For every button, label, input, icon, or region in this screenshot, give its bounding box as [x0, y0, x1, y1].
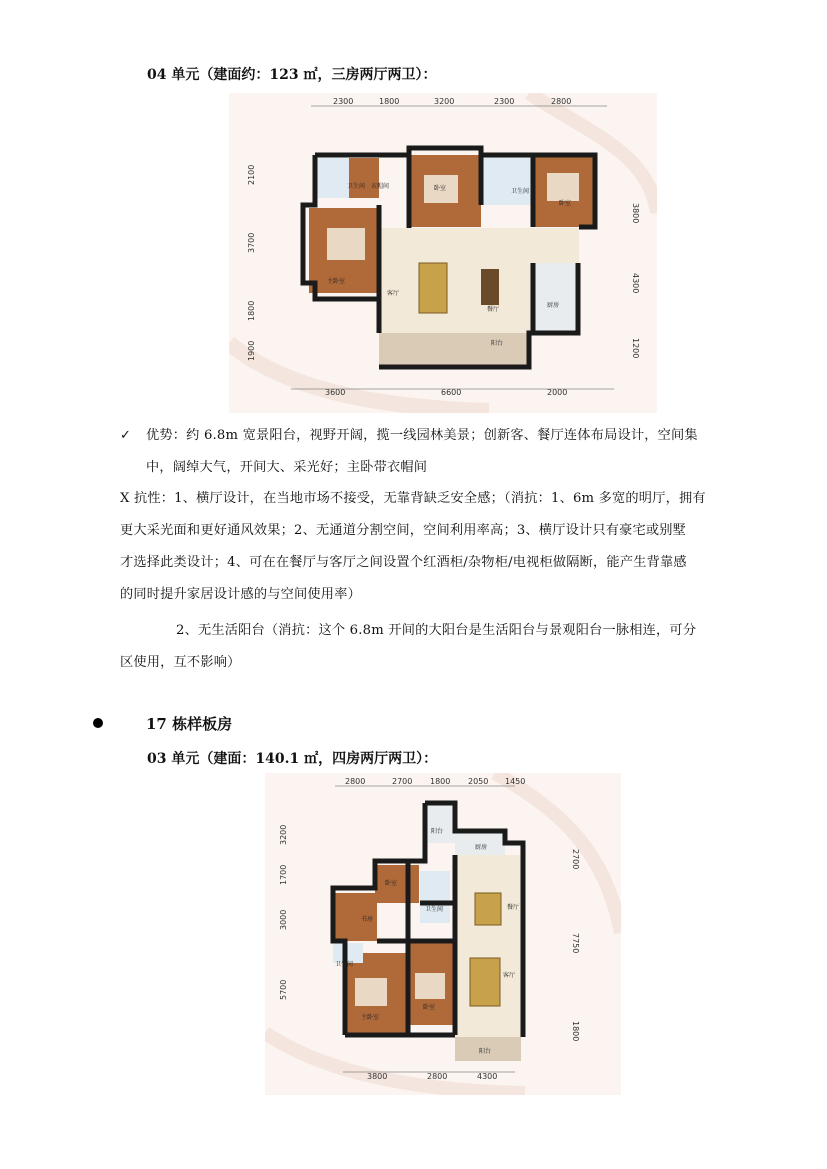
dim-bottom-1: 3600: [325, 388, 346, 397]
room-balcony: 阳台: [491, 340, 504, 347]
dim-top-4: 2300: [494, 97, 515, 106]
unit-04-title: 04 单元（建面约：123 ㎡，三房两厅两卫）：: [147, 67, 437, 83]
floor-plan-03-drawing: [265, 773, 621, 1095]
dim2-left-3: 3000: [279, 909, 288, 930]
resist-line-1: X 抗性：1、横厅设计，在当地市场不接受，无靠背缺乏安全感；（消抗：1、6m 多宽的明厅，拥有: [120, 491, 706, 506]
dim2-right-1: 2700: [571, 849, 580, 870]
advantage-line-1: 优势：约 6.8m 宽景阳台，视野开阔，揽一线园林美景；创新客、餐厅连体布局设计，空间集: [146, 428, 698, 443]
dim2-top-4: 2050: [468, 777, 489, 786]
resist-line-4: 的同时提升家居设计感的与空间使用率）: [120, 587, 361, 602]
room2-dining: 餐厅: [507, 904, 520, 911]
dim-left-3: 1800: [247, 300, 256, 321]
room-bath2: 卫生间: [511, 188, 530, 195]
room2-yangtai: 阳台: [431, 828, 444, 835]
room2-study: 书房: [361, 916, 374, 923]
advantage-check-icon: ✓: [120, 428, 132, 443]
dim-right-3: 1200: [631, 338, 640, 359]
dim-top-2: 1800: [379, 97, 400, 106]
dim-top-1: 2300: [333, 97, 354, 106]
bullet-icon: [93, 718, 103, 728]
resist2-line-2: 区使用，互不影响）: [120, 655, 241, 670]
dim-right-1: 3800: [631, 203, 640, 224]
dim-left-1: 2100: [247, 164, 256, 185]
dim2-right-2: 7750: [571, 933, 580, 954]
room2-master-bath: 卫生间: [335, 961, 354, 968]
room-dining: 餐厅: [487, 306, 500, 313]
room2-kitchen: 厨房: [475, 844, 488, 851]
dim-right-2: 4300: [631, 273, 640, 294]
dim-top-5: 2800: [551, 97, 572, 106]
resist-line-3: 才选择此类设计；4、可在在餐厅与客厅之间设置个红酒柜/杂物柜/电视柜做隔断，能产生背靠感: [120, 555, 687, 570]
dim2-right-3: 1800: [571, 1021, 580, 1042]
dim2-left-2: 1700: [279, 864, 288, 885]
section-17-title: 17 栋样板房: [146, 715, 233, 733]
dim-bottom-3: 2000: [547, 388, 568, 397]
dim2-top-5: 1450: [505, 777, 526, 786]
dim2-left-1: 3200: [279, 824, 288, 845]
room2-bed2: 卧室: [423, 1004, 436, 1011]
room-master: 主卧室: [327, 278, 346, 285]
floor-plan-03: [265, 773, 621, 1095]
dim-left-4: 1900: [247, 340, 256, 361]
dim2-bottom-2: 2800: [427, 1072, 448, 1081]
dim-top-3: 3200: [434, 97, 455, 106]
room2-balcony: 阳台: [479, 1048, 492, 1055]
room-bath1: 卫生间: [347, 183, 366, 190]
dim2-top-1: 2800: [345, 777, 366, 786]
room2-living: 客厅: [503, 972, 516, 979]
dim2-top-2: 2700: [392, 777, 413, 786]
dim2-bottom-1: 3800: [367, 1072, 388, 1081]
resist2-line-1: 2、无生活阳台（消抗：这个 6.8m 开间的大阳台是生活阳台与景观阳台一脉相连，可分: [176, 623, 697, 638]
room-bed2: 卧室: [434, 185, 447, 192]
room-bed3: 卧室: [559, 200, 572, 207]
unit-03-title: 03 单元（建面：140.1 ㎡，四房两厅两卫）：: [147, 751, 438, 767]
dim2-top-3: 1800: [430, 777, 451, 786]
room-living: 客厅: [387, 290, 400, 297]
room2-bath: 卫生间: [425, 906, 444, 913]
floor-plan-04: [229, 93, 657, 413]
dim2-bottom-3: 4300: [477, 1072, 498, 1081]
room2-bed: 卧室: [385, 880, 398, 887]
floor-plan-04-drawing: [229, 93, 657, 413]
room2-master: 主卧室: [361, 1014, 380, 1021]
room-cloak: 衣帽间: [371, 183, 390, 190]
dim2-left-4: 5700: [279, 979, 288, 1000]
resist-line-2: 更大采光面和更好通风效果；2、无通道分割空间，空间利用率高；3、横厅设计只有豪宅或别墅: [120, 523, 687, 538]
dim-bottom-2: 6600: [441, 388, 462, 397]
dim-left-2: 3700: [247, 232, 256, 253]
room-kitchen: 厨房: [547, 302, 560, 309]
advantage-line-2: 中，阔绰大气，开间大、采光好；主卧带衣帽间: [146, 460, 428, 475]
